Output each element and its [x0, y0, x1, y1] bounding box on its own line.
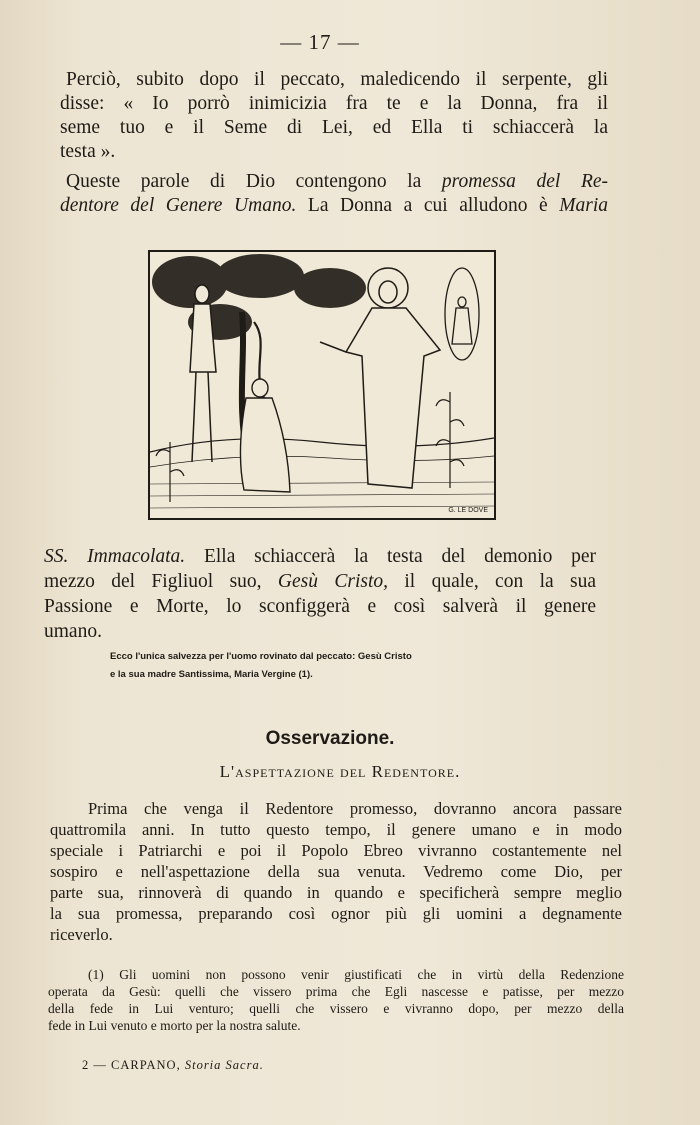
- body-line-5: parte sua, rinnoverà di quando in quando e specificherà sempre meglio: [50, 883, 622, 902]
- promise-italic-3: Maria: [559, 195, 609, 216]
- intro-paragraph: [60, 68, 608, 164]
- continuation-line-2-italic: Gesù Cristo,: [277, 571, 389, 592]
- woodcut-drawing: [150, 252, 494, 518]
- printer-signature: [82, 1058, 264, 1073]
- body-line-3: speciale i Patriarchi e poi il Popolo Ebreo vivranno costantemente nel: [50, 841, 622, 860]
- body-paragraph: [50, 798, 622, 945]
- body-line-4: sospiro e nell'aspettazione della sua venuta. Vedremo come Dio, per: [50, 862, 622, 881]
- body-line-1: Prima che venga il Redentore promesso, dovranno ancora passare: [88, 799, 622, 818]
- continuation-line-2: [44, 569, 596, 594]
- section-title: Osservazione.: [265, 728, 395, 749]
- body-line-6: la sua promessa, preparando così ognor più gli uomini a degnamente: [50, 904, 622, 923]
- continuation-italic: SS. Immacolata.: [44, 546, 186, 567]
- continuation-line-2-post: il quale, con la sua: [404, 571, 597, 592]
- continuation-paragraph: [44, 544, 596, 644]
- promise-italic-1: promessa del Re-: [441, 171, 609, 192]
- intro-line-3: seme tuo e il Seme di Lei, ed Ella ti schiaccerà la: [60, 117, 608, 138]
- body-line-2: quattromila anni. In tutto questo tempo, il genere umano e in modo: [50, 820, 622, 839]
- body-line-7: riceverlo.: [50, 925, 113, 944]
- continuation-line-1: [44, 544, 596, 569]
- promise-italic-2: dentore del Genere Umano.: [60, 195, 297, 216]
- intro-line-2: disse: « Io porrò inimicizia fra te e la Donna, fra il: [60, 93, 608, 114]
- footnote: [48, 966, 624, 1034]
- promise-text-pre: Queste parole di Dio contengono la: [66, 171, 422, 192]
- illustration-caption: [110, 648, 550, 684]
- caption-line-2: e la sua madre Santissima, Maria Vergine (1).: [110, 669, 313, 680]
- intro-line-1: Perciò, subito dopo il peccato, maledicendo il serpente, gli: [66, 69, 608, 90]
- footnote-line-1: (1) Gli uomini non possono venir giustificati che in virtù della Redenzione: [88, 967, 624, 982]
- footnote-line-3: della fede in Lui venturo; quelli che vissero e vivranno dopo, per mezzo della: [48, 1001, 624, 1016]
- continuation-line-4: umano.: [44, 621, 102, 642]
- continuation-line-1-rest: Ella schiaccerà la testa del demonio per: [203, 546, 596, 567]
- caption-line-1: Ecco l'unica salvezza per l'uomo rovinato dal peccato: Gesù Cristo: [110, 651, 412, 662]
- signature-author: CARPANO,: [111, 1058, 181, 1072]
- signature-number: 2 —: [82, 1058, 107, 1072]
- section-subtitle: L'aspettazione del Redentore.: [219, 762, 461, 781]
- signature-title: Storia Sacra.: [184, 1058, 264, 1072]
- woodcut-illustration: [148, 250, 496, 520]
- illustration-signature: G. LE DOVE: [448, 507, 488, 514]
- promise-line-1: [60, 170, 608, 194]
- continuation-line-2-pre: mezzo del Figliuol suo,: [44, 571, 262, 592]
- intro-line-4: testa ».: [60, 141, 116, 162]
- footnote-line-4: fede in Lui venuto e morto per la nostra salute.: [48, 1018, 301, 1033]
- continuation-line-3: Passione e Morte, lo sconfiggerà e così salverà il genere: [44, 596, 596, 617]
- footnote-line-2: operata da Gesù: quelli che vissero prima che Egli nascesse e patisse, per mezzo: [48, 984, 624, 999]
- promise-line-2: [60, 194, 608, 218]
- promise-text-post: La Donna a cui alludono è: [307, 195, 548, 216]
- page-number: — 17 —: [280, 30, 360, 54]
- promise-paragraph: [60, 170, 608, 218]
